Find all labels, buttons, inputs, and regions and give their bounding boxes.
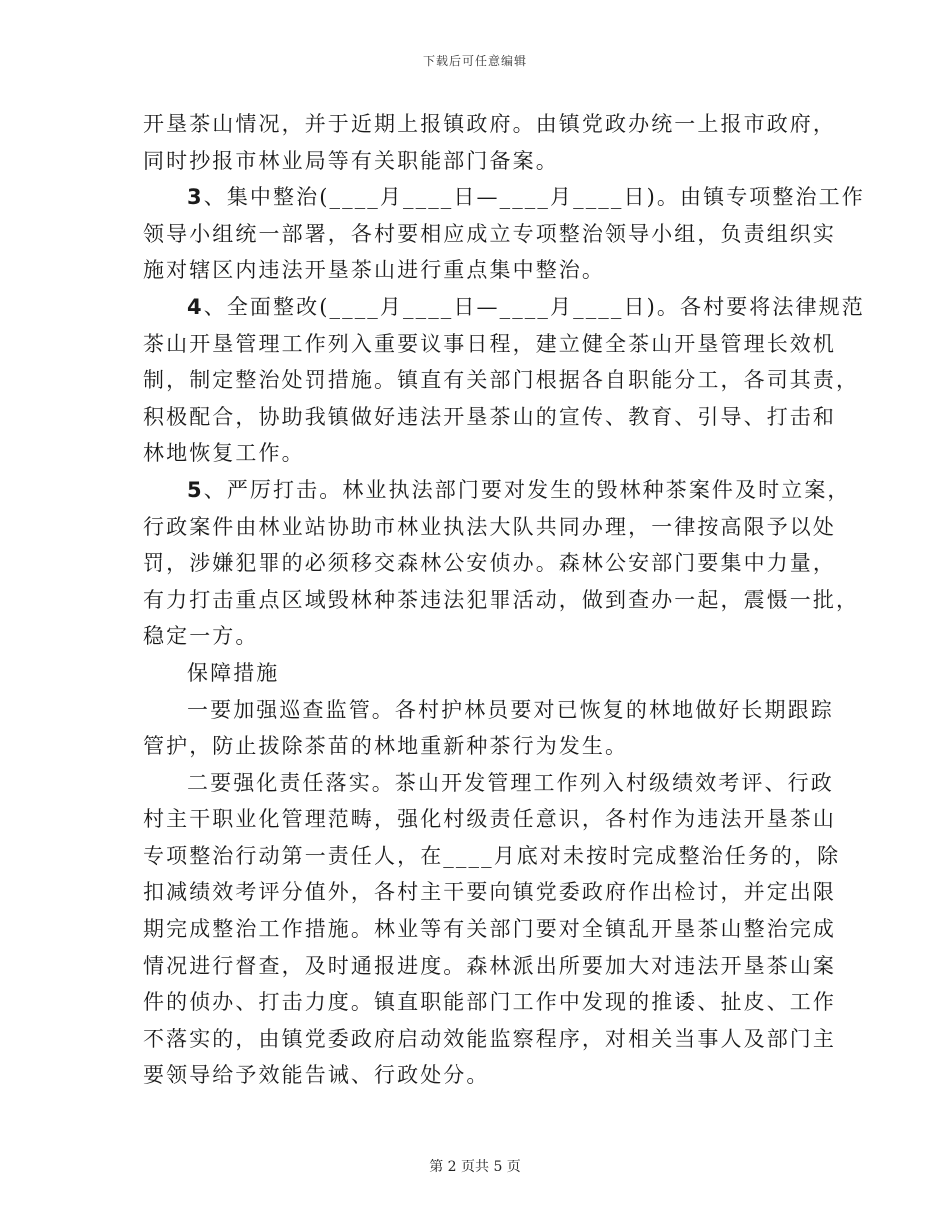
text-line: 管护，防止拔除茶苗的林地重新种茶行为发生。	[143, 734, 629, 759]
text-line: 罚，涉嫌犯罪的必须移交森林公安侦办。森林公安部门要集中力量，	[143, 551, 836, 576]
item-number: 4	[187, 294, 204, 319]
text-line: 林地恢复工作。	[143, 441, 305, 466]
text-line: 同时抄报市林业局等有关职能部门备案。	[143, 148, 559, 173]
text-line: 一要加强巡查监管。各村护林员要对已恢复的林地做好长期跟踪	[187, 697, 834, 722]
text-line: 二要强化责任落实。茶山开发管理工作列入村级绩效考评、行政	[187, 770, 834, 795]
text-line: 领导小组统一部署，各村要相应成立专项整治领导小组，负责组织实	[143, 221, 836, 246]
paragraph-item-4	[143, 289, 865, 472]
text-line: 制，制定整治处罚措施。镇直有关部门根据各自职能分工，各司其责，	[143, 368, 860, 393]
text-line-content: 、集中整治(____月____日—____月____日)。由镇专项整治工作	[203, 185, 865, 210]
paragraph-item-3	[143, 179, 865, 289]
text-line: 专项整治行动第一责任人，在____月底对未按时完成整治任务的，除	[143, 843, 841, 868]
text-line: 开垦茶山情况，并于近期上报镇政府。由镇党政办统一上报市政府，	[143, 112, 836, 136]
text-line: 要领导给予效能告诫、行政处分。	[143, 1063, 490, 1088]
text-line: 稳定一方。	[143, 624, 259, 649]
text-line: 茶山开垦管理工作列入重要议事日程，建立健全茶山开垦管理长效机	[143, 331, 836, 356]
text-line: 积极配合，协助我镇做好违法开垦茶山的宣传、教育、引导、打击和	[143, 404, 836, 429]
text-line	[143, 472, 851, 509]
text-line-content: 、严厉打击。林业执法部门要对发生的毁林种茶案件及时立案，	[203, 477, 851, 502]
text-line: 期完成整治工作措施。林业等有关部门要对全镇乱开垦茶山整治完成	[143, 917, 836, 942]
text-line-content: 、全面整改(____月____日—____月____日)。各村要将法律规范	[203, 294, 865, 319]
paragraph-1	[143, 106, 836, 179]
paragraph-measure-1	[143, 692, 834, 765]
text-line: 行政案件由林业站协助市林业执法大队共同办理，一律按高限予以处	[143, 514, 836, 539]
text-line: 村主干职业化管理范畴，强化村级责任意识，各村作为违法开垦茶山	[143, 807, 836, 832]
text-line: 件的侦办、打击力度。镇直职能部门工作中发现的推诿、扯皮、工作	[143, 990, 836, 1015]
text-line: 扣减绩效考评分值外，各村主干要向镇党委政府作出检讨，并定出限	[143, 880, 836, 905]
text-line: 情况进行督查，及时通报进度。森林派出所要加大对违法开垦茶山案	[143, 953, 836, 978]
item-number: 5	[187, 477, 204, 502]
heading-text: 保障措施	[187, 660, 280, 685]
document-body	[143, 106, 865, 1094]
text-line: 施对辖区内违法开垦茶山进行重点集中整治。	[143, 258, 605, 283]
page-footer: 第 2 页共 5 页	[429, 1159, 521, 1175]
page-header: 下载后可任意编辑	[422, 54, 527, 68]
text-line	[143, 179, 865, 216]
text-line	[143, 289, 865, 326]
text-line: 有力打击重点区域毁林种茶违法犯罪活动，做到查办一起，震慑一批，	[143, 587, 860, 612]
section-heading	[143, 655, 813, 692]
paragraph-measure-2	[143, 765, 841, 1094]
text-line: 不落实的，由镇党委政府启动效能监察程序，对相关当事人及部门主	[143, 1026, 836, 1051]
paragraph-item-5	[143, 472, 860, 655]
item-number: 3	[187, 185, 204, 210]
